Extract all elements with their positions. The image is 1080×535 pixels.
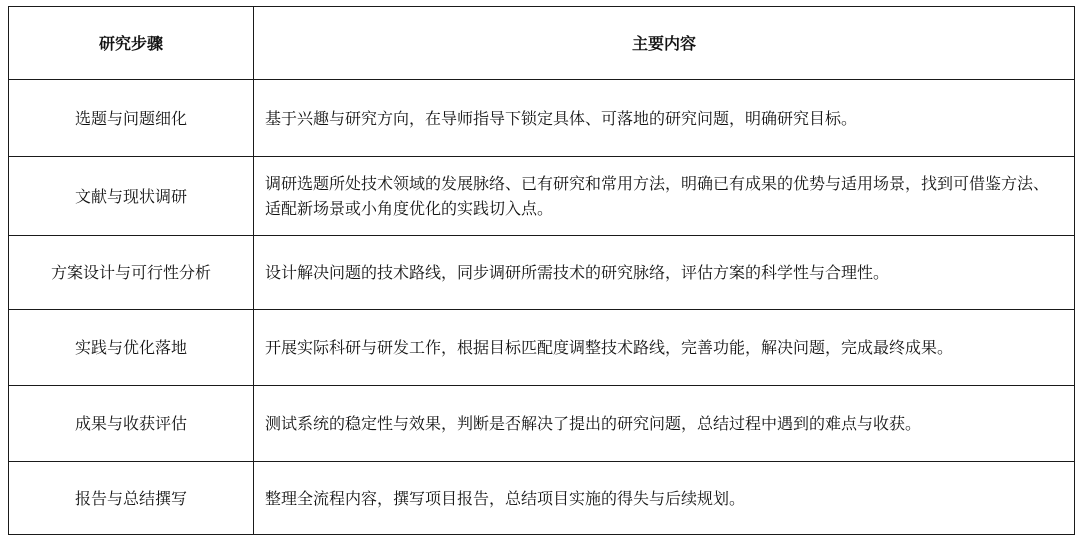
table-header-row	[9, 7, 1075, 80]
step-name-cell: 方案设计与可行性分析	[9, 236, 254, 310]
column-header-content: 主要内容	[254, 7, 1075, 80]
table-row	[9, 157, 1075, 236]
step-name-cell: 成果与收获评估	[9, 386, 254, 462]
research-steps-table	[8, 6, 1075, 535]
step-content-cell: 开展实际科研与研发工作，根据目标匹配度调整技术路线，完善功能，解决问题，完成最终成果。	[254, 310, 1075, 386]
step-name-cell: 报告与总结撰写	[9, 462, 254, 535]
table-row	[9, 236, 1075, 310]
step-content-cell: 整理全流程内容，撰写项目报告，总结项目实施的得失与后续规划。	[254, 462, 1075, 535]
step-content-cell: 测试系统的稳定性与效果，判断是否解决了提出的研究问题，总结过程中遇到的难点与收获。	[254, 386, 1075, 462]
step-content-cell: 基于兴趣与研究方向，在导师指导下锁定具体、可落地的研究问题，明确研究目标。	[254, 80, 1075, 157]
step-name-cell: 实践与优化落地	[9, 310, 254, 386]
step-name-cell: 文献与现状调研	[9, 157, 254, 236]
table-row	[9, 462, 1075, 535]
table-row	[9, 310, 1075, 386]
step-content-cell: 调研选题所处技术领域的发展脉络、已有研究和常用方法，明确已有成果的优势与适用场景，找到可借鉴方法、适配新场景或小角度优化的实践切入点。	[254, 157, 1075, 236]
step-content-cell: 设计解决问题的技术路线，同步调研所需技术的研究脉络，评估方案的科学性与合理性。	[254, 236, 1075, 310]
step-name-cell: 选题与问题细化	[9, 80, 254, 157]
table-row	[9, 80, 1075, 157]
column-header-step: 研究步骤	[9, 7, 254, 80]
table-row	[9, 386, 1075, 462]
